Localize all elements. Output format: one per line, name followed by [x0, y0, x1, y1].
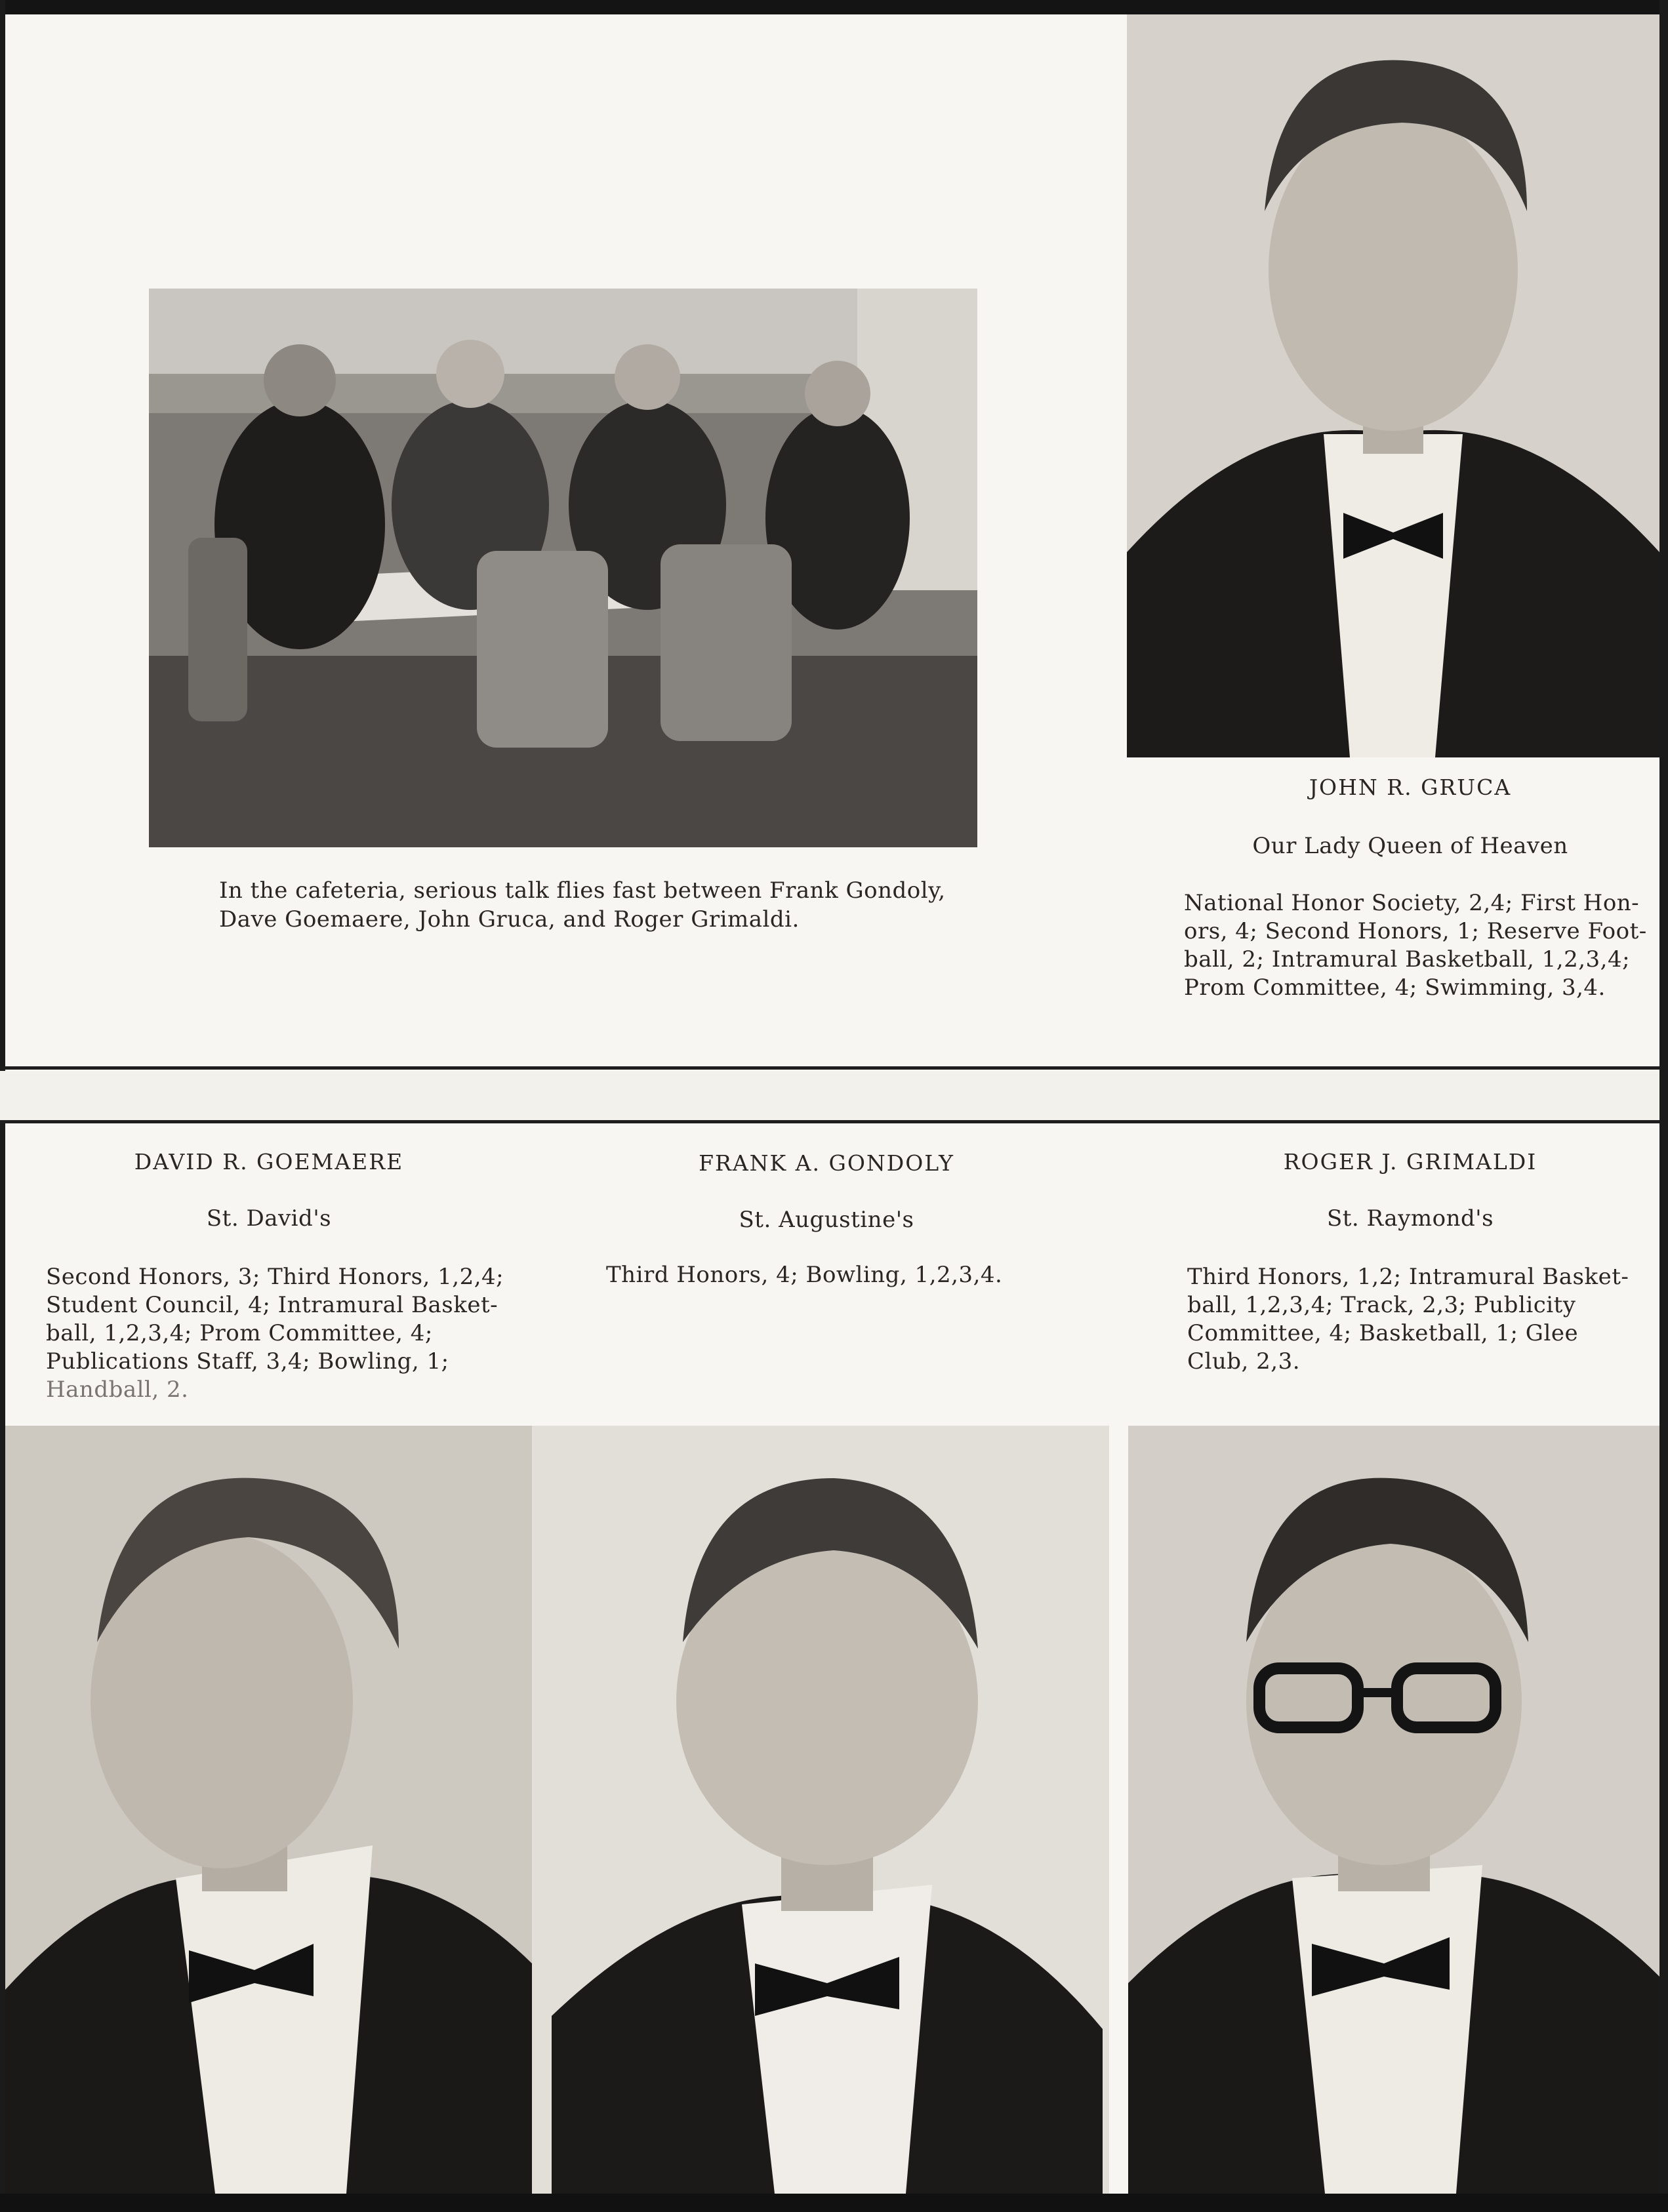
student-activities-roger-grimaldi: Third Honors, 1,2; Intramural Basket- ball, 1,2,3,4; Track, 2,3; Publicity Committee, 4; Basketball, 1; Glee Club, 2,3.: [1187, 1264, 1629, 1375]
student-name-john-gruca: JOHN R. GRUCA: [1309, 774, 1512, 800]
page-bottom-edge: [0, 2194, 1668, 2212]
divider-rule-bottom: [0, 1120, 1659, 1123]
divider-rule-top: [0, 1066, 1659, 1070]
portrait-john-gruca: [1127, 14, 1659, 757]
portrait-frank-gondoly: [532, 1426, 1109, 2194]
page-top-edge: [0, 0, 1668, 14]
divider-band: [0, 1071, 1659, 1123]
student-activities-frank-gondoly: Third Honors, 4; Bowling, 1,2,3,4.: [606, 1262, 1003, 1288]
student-parish-frank-gondoly: St. Augustine's: [739, 1207, 914, 1233]
student-name-david-goemaere: DAVID R. GOEMAERE: [134, 1149, 404, 1175]
student-activities-david-goemaere-last: Handball, 2.: [46, 1377, 189, 1403]
cafeteria-caption: In the cafeteria, serious talk flies fast between Frank Gondoly, Dave Goemaere, John Gruca, and Roger Grimaldi.: [219, 877, 946, 933]
page-right-edge: [1659, 0, 1668, 2212]
portrait-roger-grimaldi: [1128, 1426, 1659, 2194]
student-parish-david-goemaere: St. David's: [206, 1205, 332, 1232]
cafeteria-photo: [149, 289, 977, 847]
student-parish-john-gruca: Our Lady Queen of Heaven: [1252, 833, 1568, 859]
student-name-roger-grimaldi: ROGER J. GRIMALDI: [1283, 1149, 1537, 1175]
student-parish-roger-grimaldi: St. Raymond's: [1326, 1205, 1494, 1232]
student-activities-david-goemaere: Second Honors, 3; Third Honors, 1,2,4; Student Council, 4; Intramural Basket- ball, 1,2,3,4; Prom Committee, 4; Publications Staff, 3,4; Bowling, 1;: [46, 1264, 504, 1375]
portrait-david-goemaere: [5, 1426, 532, 2194]
student-name-frank-gondoly: FRANK A. GONDOLY: [699, 1150, 954, 1176]
student-activities-john-gruca: National Honor Society, 2,4; First Hon- ors, 4; Second Honors, 1; Reserve Foot- ball, 2; Intramural Basketball, 1,2,3,4; Prom Committee, 4; Swimming, 3,4.: [1184, 890, 1647, 1001]
